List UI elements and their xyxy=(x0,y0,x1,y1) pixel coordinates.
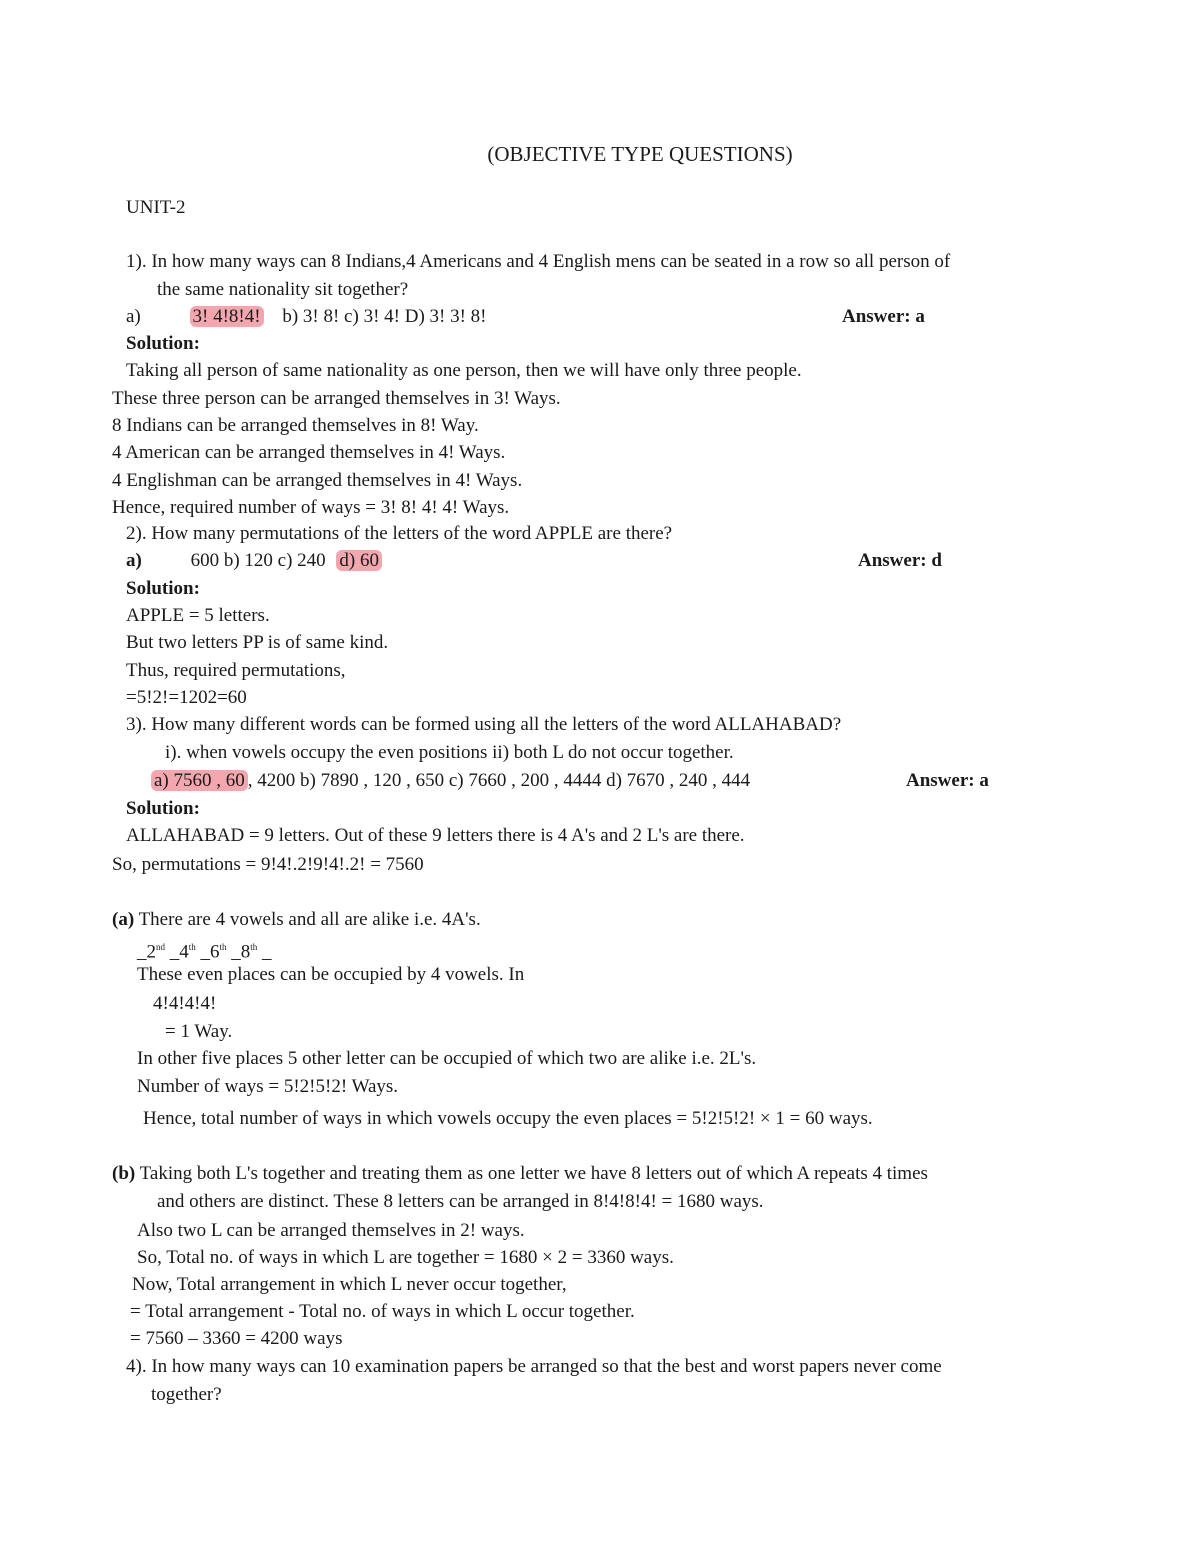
slot-text: _8 xyxy=(226,941,251,963)
q3-answer: Answer: a xyxy=(906,770,989,791)
q3-part-b-text: Taking both L's together and treating them as one letter we have 8 letters out of which A repeats 4 times xyxy=(139,1163,928,1184)
q3-part-b-line: Also two L can be arranged themselves in 2! ways. xyxy=(137,1220,525,1241)
q3-part-a-line: These even places can be occupied by 4 vowels. In xyxy=(137,964,525,985)
q3-part-a-line: Hence, total number of ways in which vowels occupy the even places = 5!2!5!2! × 1 = 60 ways. xyxy=(143,1108,873,1129)
q1-solution-line: Hence, required number of ways = 3! 8! 4! 4! Ways. xyxy=(112,497,510,518)
q1-solution-line: Taking all person of same nationality as one person, then we will have only three people. xyxy=(126,360,802,381)
slot-suffix: th xyxy=(250,942,258,952)
q3-part-b-line: = Total arrangement - Total no. of ways in which L occur together. xyxy=(130,1301,635,1322)
q1-solution-line: These three person can be arranged themselves in 3! Ways. xyxy=(112,388,561,409)
q4-text-line1: 4). In how many ways can 10 examination papers be arranged so that the best and worst papers never come xyxy=(126,1356,942,1377)
q3-part-b-label: (b) xyxy=(112,1163,136,1184)
q3-part-a-line: = 1 Way. xyxy=(165,1021,233,1042)
q3-part-b-line: = 7560 – 3360 = 4200 ways xyxy=(130,1328,343,1349)
q1-text-line1: 1). In how many ways can 8 Indians,4 Americans and 4 English mens can be seated in a row so all person of xyxy=(126,251,951,272)
slot-text: _2 xyxy=(137,941,156,963)
slot-text: _4 xyxy=(165,941,189,963)
q3-text-line1: 3). How many different words can be formed using all the letters of the word ALLAHABAD? xyxy=(126,714,842,735)
q2-option-a-label: a) xyxy=(126,550,142,571)
q1-answer: Answer: a xyxy=(842,306,925,327)
q2-answer: Answer: d xyxy=(858,550,942,571)
q1-other-options: b) 3! 8! c) 3! 4! D) 3! 3! 8! xyxy=(282,306,487,327)
q3-option-a-highlight: a) 7560 , 60 xyxy=(151,770,248,791)
q2-solution-label: Solution: xyxy=(126,578,200,599)
q4-text-line2: together? xyxy=(151,1384,222,1405)
q2-options xyxy=(126,549,382,573)
q1-option-a-highlight: 3! 4!8!4! xyxy=(190,306,264,327)
q1-solution-label: Solution: xyxy=(126,333,200,354)
unit-label: UNIT-2 xyxy=(126,197,186,218)
slot-suffix: th xyxy=(219,942,227,952)
q3-part-b-line: Now, Total arrangement in which L never occur together, xyxy=(132,1274,567,1295)
slot-text: _ xyxy=(257,941,272,963)
q1-option-a-label: a) xyxy=(126,306,141,327)
q3-other-options: , 4200 b) 7890 , 120 , 650 c) 7660 , 200 , 4444 d) 7670 , 240 , 444 xyxy=(247,770,751,791)
q3-part-b-line: So, Total no. of ways in which L are together = 1680 × 2 = 3360 ways. xyxy=(137,1247,674,1268)
q3-part-b-intro xyxy=(112,1162,928,1186)
q3-part-b-line: and others are distinct. These 8 letters can be arranged in 8!4!8!4! = 1680 ways. xyxy=(157,1191,764,1212)
q3-solution-line: ALLAHABAD = 9 letters. Out of these 9 letters there is 4 A's and 2 L's are there. xyxy=(126,825,745,846)
q3-text-line2: i). when vowels occupy the even positions ii) both L do not occur together. xyxy=(165,742,734,763)
q3-part-a-line: Number of ways = 5!2!5!2! Ways. xyxy=(137,1076,399,1097)
q2-option-d-highlight: d) 60 xyxy=(336,550,382,571)
q2-solution-line: =5!2!=1202=60 xyxy=(126,687,247,708)
q1-text-line2: the same nationality sit together? xyxy=(157,279,409,300)
q3-part-a-intro xyxy=(112,908,481,932)
q2-text-line1: 2). How many permutations of the letters of the word APPLE are there? xyxy=(126,523,673,544)
slot-text: _6 xyxy=(195,941,220,963)
q2-solution-line: APPLE = 5 letters. xyxy=(126,605,270,626)
q1-solution-line: 8 Indians can be arranged themselves in 8! Way. xyxy=(112,415,479,436)
q3-part-a-line: In other five places 5 other letter can be occupied of which two are alike i.e. 2L's. xyxy=(137,1048,757,1069)
q3-part-a-line: 4!4!4!4! xyxy=(153,993,217,1014)
q3-part-a-text: There are 4 vowels and all are alike i.e. 4A's. xyxy=(138,909,481,930)
q3-solution-line: So, permutations = 9!4!.2!9!4!.2! = 7560 xyxy=(112,854,424,875)
q1-solution-line: 4 American can be arranged themselves in 4! Ways. xyxy=(112,442,506,463)
q3-even-slots xyxy=(137,935,272,964)
q3-options xyxy=(151,769,750,793)
q2-solution-line: Thus, required permutations, xyxy=(126,660,346,681)
q2-solution-line: But two letters PP is of same kind. xyxy=(126,632,389,653)
q3-part-a-label: (a) xyxy=(112,909,135,930)
q3-solution-label: Solution: xyxy=(126,798,200,819)
page-title: (OBJECTIVE TYPE QUESTIONS) xyxy=(487,142,793,166)
slot-suffix: nd xyxy=(156,942,165,952)
q1-options xyxy=(126,305,487,329)
q2-other-options: 600 b) 120 c) 240 xyxy=(190,550,326,571)
q1-solution-line: 4 Englishman can be arranged themselves in 4! Ways. xyxy=(112,470,523,491)
slot-suffix: th xyxy=(188,942,196,952)
